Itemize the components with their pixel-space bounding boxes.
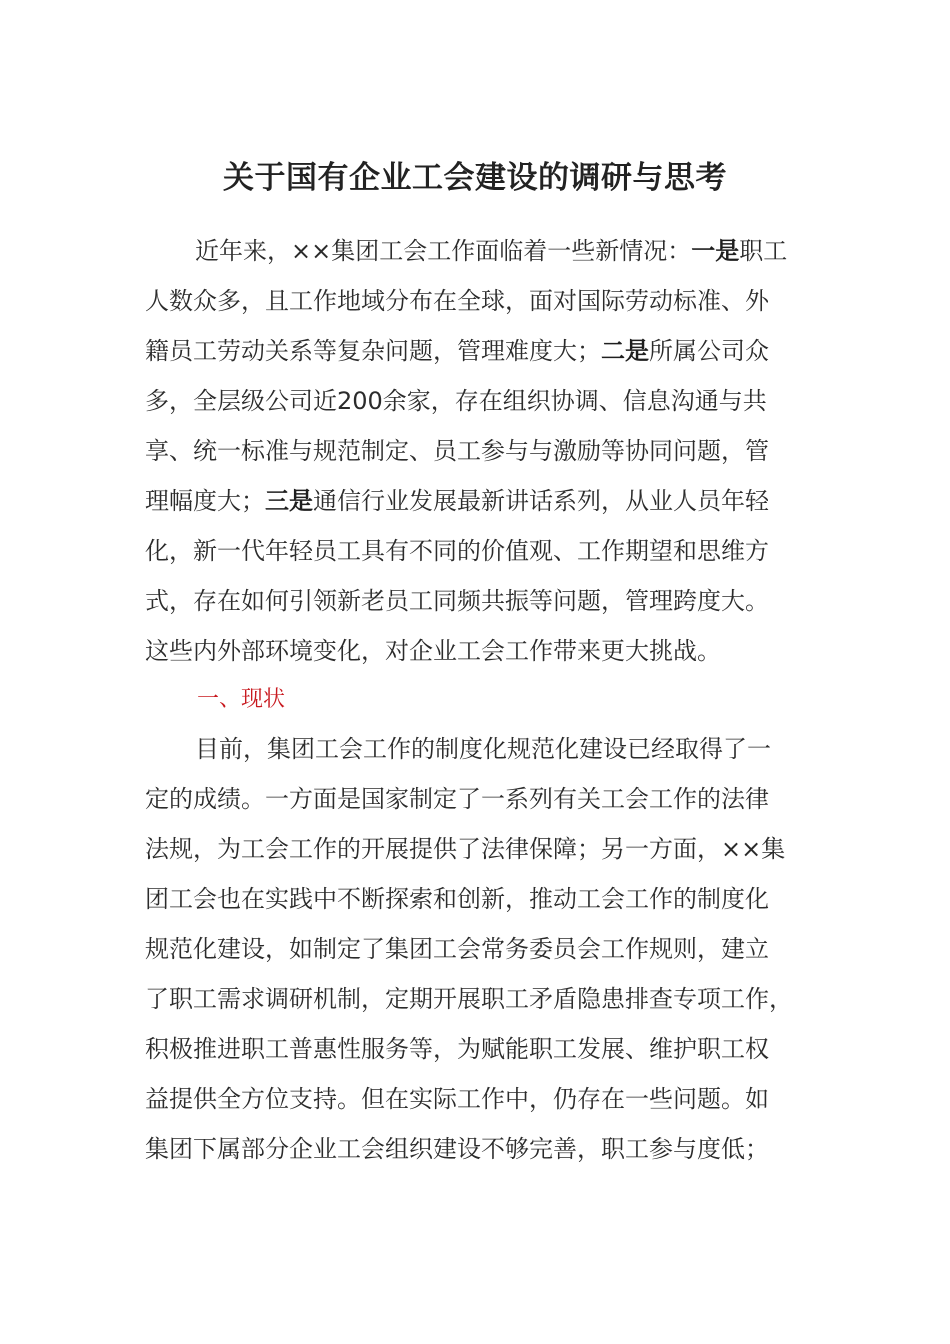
document-title: 关于国有企业工会建设的调研与思考 bbox=[223, 160, 727, 196]
paragraph-2-line-2: 定的成绩。一方面是国家制定了一系列有关工会工作的法律 bbox=[145, 785, 769, 813]
bold-marker-second: 二是 bbox=[601, 337, 649, 365]
paragraph-2-line-3: 法规，为工会工作的开展提供了法律保障；另一方面，××集 bbox=[145, 835, 786, 863]
paragraph-2-line-4: 团工会也在实践中不断探索和创新，推动工会工作的制度化 bbox=[145, 885, 769, 913]
text-run: 职工 bbox=[739, 237, 788, 265]
text-run: 籍员工劳动关系等复杂问题，管理难度大； bbox=[145, 337, 601, 365]
paragraph-1-line-5: 享、统一标准与规范制定、员工参与与激励等协同问题，管 bbox=[145, 437, 769, 465]
bold-marker-first: 一是 bbox=[691, 237, 740, 265]
bold-marker-third: 三是 bbox=[265, 487, 313, 515]
section-heading: 一、现状 bbox=[197, 687, 286, 712]
text-run: 近年来，××集团工会工作面临着一些新情况： bbox=[195, 237, 692, 265]
paragraph-1-line-2: 人数众多，且工作地域分布在全球，面对国际劳动标准、外 bbox=[145, 287, 769, 315]
text-run: 所属公司众 bbox=[649, 337, 769, 365]
paragraph-1-line-8: 式，存在如何引领新老员工同频共振等问题，管理跨度大。 bbox=[145, 587, 769, 615]
paragraph-1-line-1 bbox=[195, 226, 875, 276]
paragraph-2-line-9: 集团下属部分企业工会组织建设不够完善，职工参与度低； bbox=[145, 1135, 769, 1163]
paragraph-2-line-1: 目前，集团工会工作的制度化规范化建设已经取得了一 bbox=[195, 735, 771, 763]
paragraph-1-line-9: 这些内外部环境变化，对企业工会工作带来更大挑战。 bbox=[145, 637, 721, 665]
paragraph-1-line-3 bbox=[145, 326, 825, 376]
text-run: 理幅度大； bbox=[145, 487, 265, 515]
paragraph-2-line-5: 规范化建设，如制定了集团工会常务委员会工作规则，建立 bbox=[145, 935, 769, 963]
paragraph-1-line-4: 多，全层级公司近200余家，存在组织协调、信息沟通与共 bbox=[145, 387, 767, 415]
text-run: 通信行业发展最新讲话系列，从业人员年轻 bbox=[313, 487, 769, 515]
paragraph-2-line-7: 积极推进职工普惠性服务等，为赋能职工发展、维护职工权 bbox=[145, 1035, 769, 1063]
paragraph-2-line-8: 益提供全方位支持。但在实际工作中，仍存在一些问题。如 bbox=[145, 1085, 769, 1113]
paragraph-2-line-6: 了职工需求调研机制，定期开展职工矛盾隐患排查专项工作， bbox=[145, 985, 793, 1013]
paragraph-1-line-7: 化，新一代年轻员工具有不同的价值观、工作期望和思维方 bbox=[145, 537, 769, 565]
paragraph-1-line-6 bbox=[145, 476, 825, 526]
